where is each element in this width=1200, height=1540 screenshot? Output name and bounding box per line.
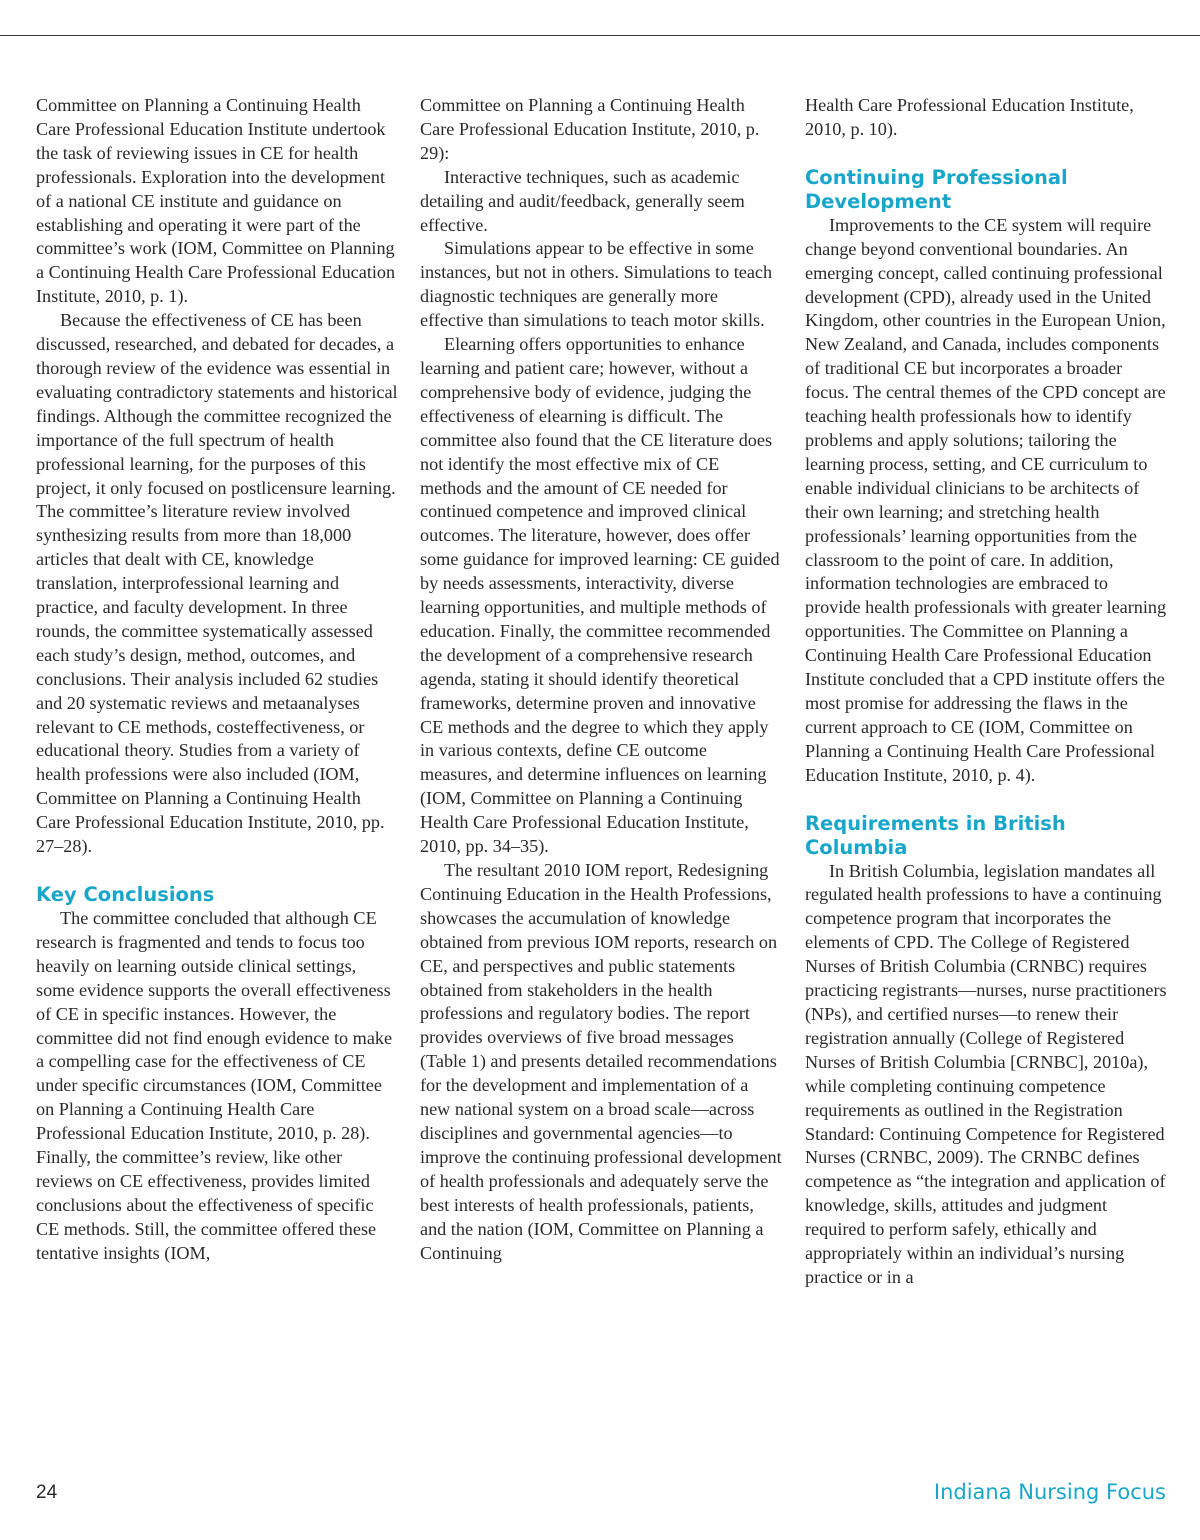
paragraph: Improvements to the CE system will require change beyond conventional boundaries. An emerging concept, called continuing professional development (CPD), already used in the United Kingdom, other countries in the European Union, New Zealand, and Canada, includes components of traditional CE but incorporates a broader focus. The central themes of the CPD concept are teaching health professionals how to identify problems and apply solutions; tailoring the learning process, setting, and CE curriculum to enable individual clinicians to be architects of their own learning; and stretching health professionals’ learning opportunities from the classroom to the point of care. In addition, information technologies are embraced to provide health professionals with greater learning opportunities. The Committee on Planning a Continuing Health Care Professional Education Institute concluded that a CPD institute offers the most promise for addressing the flaws in the current approach to CE (IOM, Committee on Planning a Continuing Health Care Professional Education Institute, 2010, p. 4). — [805, 214, 1167, 785]
column-1 — [36, 94, 398, 1266]
paragraph: Committee on Planning a Continuing Health Care Professional Education Institute undertook the task of reviewing issues in CE for health professionals. Exploration into the development of a national CE institute and guidance on establishing and operating it were part of the committee’s work (IOM, Committee on Planning a Continuing Health Care Professional Education Institute, 2010, p. 1). — [36, 95, 396, 307]
paragraph: Health Care Professional Education Institute, 2010, p. 10). — [805, 95, 1134, 139]
paragraph: The resultant 2010 IOM report, Redesigning Continuing Education in the Health Professions, showcases the accumulation of knowledge obtained from previous IOM reports, research on CE, and perspectives and public statements obtained from stakeholders in the health professions and regulatory bodies. The report provides overviews of five broad messages (Table 1) and presents detailed recommendations for the development and implementation of a new national system on a broad scale—across disciplines and governmental agencies—to improve the continuing professional development of health professionals and adequately serve the best interests of health professionals, patients, and the nation (IOM, Committee on Planning a Continuing — [420, 860, 782, 1263]
quote-paragraph: Interactive techniques, such as academic detailing and audit/feedback, generally seem effective. — [420, 166, 745, 235]
paragraph: Because the effectiveness of CE has been discussed, researched, and debated for decades, a thorough review of the evidence was essential in evaluating contradictory statements and historical findings. Although the committee recognized the importance of the full spectrum of health professional learning, for the purposes of this project, it only focused on postlicensure learning. The committee’s literature review involved synthesizing results from more than 18,000 articles that dealt with CE, knowledge translation, interprofessional learning and practice, and faculty development. In three rounds, the committee systematically assessed each study’s design, method, outcomes, and conclusions. Their analysis included 62 studies and 20 systematic reviews and metaanalyses relevant to CE methods, costeffectiveness, or educational theory. Studies from a variety of health professions were also included (IOM, Committee on Planning a Continuing Health Care Professional Education Institute, 2010, pp. 27–28). — [36, 310, 398, 857]
column-2 — [420, 94, 782, 1265]
quote-paragraph: Simulations appear to be effective in some instances, but not in others. Simulations to teach diagnostic techniques are generally more effective than simulations to teach motor skills. — [420, 238, 773, 331]
column-3 — [805, 94, 1167, 1290]
paragraph: The committee concluded that although CE research is fragmented and tends to focus too heavily on learning outside clinical settings, some evidence supports the overall effectiveness of CE in specific instances. However, the committee did not find enough evidence to make a compelling case for the effectiveness of CE under specific circumstances (IOM, Committee on Planning a Continuing Health Care Professional Education Institute, 2010, p. 28). Finally, the committee’s review, like other reviews on CE effectiveness, provides limited conclusions about the effectiveness of specific CE methods. Still, the committee offered these tentative insights (IOM, — [36, 908, 393, 1263]
page-number: 24 — [36, 1482, 58, 1503]
top-rule — [0, 35, 1200, 36]
paragraph: Committee on Planning a Continuing Health Care Professional Education Institute, 2010, p. 29): — [420, 95, 760, 163]
section-heading-british-columbia: Requirements in British Columbia — [805, 811, 1066, 859]
magazine-name: Indiana Nursing Focus — [933, 1480, 1166, 1504]
paragraph: In British Columbia, legislation mandates all regulated health professions to have a continuing competence program that incorporates the elements of CPD. The College of Registered Nurses of British Columbia (CRNBC) requires practicing registrants—nurses, nurse practitioners (NPs), and certified nurses—to renew their registration annually (College of Registered Nurses of British Columbia [CRNBC], 2010a), while completing continuing competence requirements as outlined in the Registration Standard: Continuing Competence for Registered Nurses (CRNBC, 2009). The CRNBC defines competence as “the integration and application of knowledge, skills, attitudes and judgment required to perform safely, ethically and appropriately within an individual’s nursing practice or in a — [805, 860, 1167, 1287]
quote-paragraph: Elearning offers opportunities to enhance learning and patient care; however, without a comprehensive body of evidence, judging the effectiveness of elearning is difficult. The committee also found that the CE literature does not identify the most effective mix of CE methods and the amount of CE needed for continued competence and improved clinical outcomes. The literature, however, does offer some guidance for improved learning: CE guided by needs assessments, interactivity, diverse learning opportunities, and multiple methods of education. Finally, the committee recommended the development of a comprehensive research agenda, stating it should identify theoretical frameworks, determine proven and innovative CE methods and the degree to which they apply in various contexts, define CE outcome measures, and determine influences on learning (IOM, Committee on Planning a Continuing Health Care Professional Education Institute, 2010, pp. 34–35). — [420, 334, 780, 857]
section-heading-cpd: Continuing Professional Development — [805, 165, 1068, 213]
section-heading-key-conclusions: Key Conclusions — [36, 883, 215, 906]
